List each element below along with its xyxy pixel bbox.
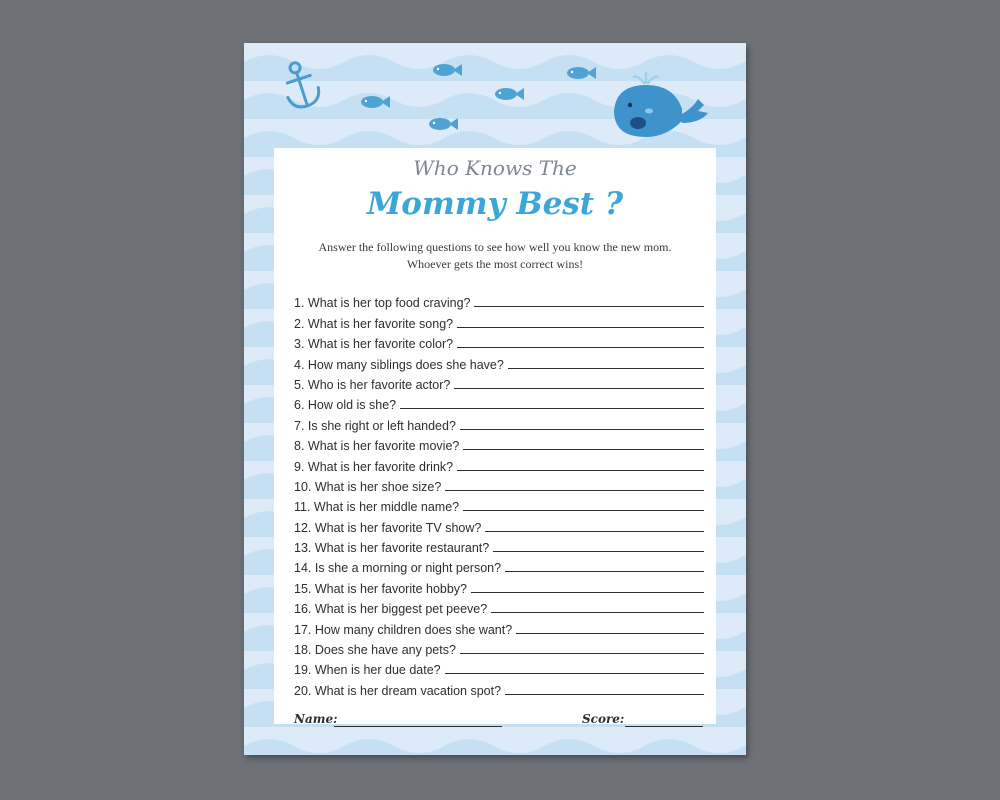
instructions xyxy=(278,239,712,273)
question-item xyxy=(294,372,704,392)
question-item xyxy=(294,331,704,351)
answer-line[interactable] xyxy=(474,306,704,307)
name-line[interactable] xyxy=(334,726,502,727)
question-text: 14. Is she a morning or night person? xyxy=(294,561,502,576)
question-item xyxy=(294,677,704,697)
question-text: 10. What is her shoe size? xyxy=(294,479,442,494)
question-text: 17. How many children does she want? xyxy=(294,622,513,637)
question-text: 4. How many siblings does she have? xyxy=(294,357,504,372)
question-item xyxy=(294,575,704,595)
answer-line[interactable] xyxy=(516,633,704,634)
question-panel xyxy=(274,148,716,724)
fish-icon xyxy=(495,88,524,100)
answer-line[interactable] xyxy=(460,429,704,430)
answer-line[interactable] xyxy=(505,571,704,572)
answer-line[interactable] xyxy=(457,470,704,471)
question-text: 13. What is her favorite restaurant? xyxy=(294,541,490,556)
game-card xyxy=(244,43,746,755)
question-text: 18. Does she have any pets? xyxy=(294,643,456,658)
question-text: 7. Is she right or left handed? xyxy=(294,418,456,433)
answer-line[interactable] xyxy=(457,347,704,348)
question-item xyxy=(294,453,704,473)
question-item xyxy=(294,616,704,636)
question-text: 3. What is her favorite color? xyxy=(294,337,454,352)
question-item xyxy=(294,392,704,412)
question-item xyxy=(294,351,704,371)
question-text: 11. What is her middle name? xyxy=(294,500,460,515)
question-item xyxy=(294,494,704,514)
question-text: 5. Who is her favorite actor? xyxy=(294,377,451,392)
question-item xyxy=(294,514,704,534)
instructions-line: Answer the following questions to see how well you know the new mom. xyxy=(318,240,672,254)
question-text: 12. What is her favorite TV show? xyxy=(294,520,482,535)
answer-line[interactable] xyxy=(463,449,704,450)
score-label: Score: xyxy=(582,712,625,726)
name-label: Name: xyxy=(294,712,338,726)
anchor-icon xyxy=(278,58,322,111)
footer xyxy=(294,712,704,732)
question-item xyxy=(294,535,704,555)
fish-icon xyxy=(433,64,462,76)
question-item xyxy=(294,433,704,453)
instructions-line: Whoever gets the most correct wins! xyxy=(406,257,584,271)
title-top: Who Knows The xyxy=(413,156,577,180)
answer-line[interactable] xyxy=(485,531,704,532)
question-text: 6. How old is she? xyxy=(294,398,397,413)
question-text: 9. What is her favorite drink? xyxy=(294,459,454,474)
answer-line[interactable] xyxy=(471,592,704,593)
fish-icon xyxy=(567,67,596,79)
question-item xyxy=(294,290,704,310)
question-item xyxy=(294,657,704,677)
question-text: 2. What is her favorite song? xyxy=(294,316,454,331)
question-text: 8. What is her favorite movie? xyxy=(294,439,460,454)
answer-line[interactable] xyxy=(445,490,704,491)
question-item xyxy=(294,474,704,494)
question-text: 15. What is her favorite hobby? xyxy=(294,581,468,596)
question-item xyxy=(294,555,704,575)
answer-line[interactable] xyxy=(508,368,704,369)
fish-icon xyxy=(361,96,390,108)
question-item xyxy=(294,637,704,657)
answer-line[interactable] xyxy=(457,327,704,328)
answer-line[interactable] xyxy=(505,694,704,695)
whale-icon xyxy=(614,73,708,137)
answer-line[interactable] xyxy=(400,408,704,409)
question-item xyxy=(294,412,704,432)
answer-line[interactable] xyxy=(445,673,704,674)
question-text: 1. What is her top food craving? xyxy=(294,296,471,311)
question-item xyxy=(294,596,704,616)
question-list xyxy=(294,290,704,698)
fish-icon xyxy=(429,118,458,130)
question-item xyxy=(294,310,704,330)
question-text: 16. What is her biggest pet peeve? xyxy=(294,602,488,617)
score-line[interactable] xyxy=(625,726,703,727)
answer-line[interactable] xyxy=(493,551,704,552)
answer-line[interactable] xyxy=(454,388,704,389)
answer-line[interactable] xyxy=(460,653,704,654)
question-text: 20. What is her dream vacation spot? xyxy=(294,683,502,698)
title-main: Mommy Best ? xyxy=(366,186,624,222)
answer-line[interactable] xyxy=(463,510,704,511)
question-text: 19. When is her due date? xyxy=(294,663,441,678)
answer-line[interactable] xyxy=(491,612,704,613)
